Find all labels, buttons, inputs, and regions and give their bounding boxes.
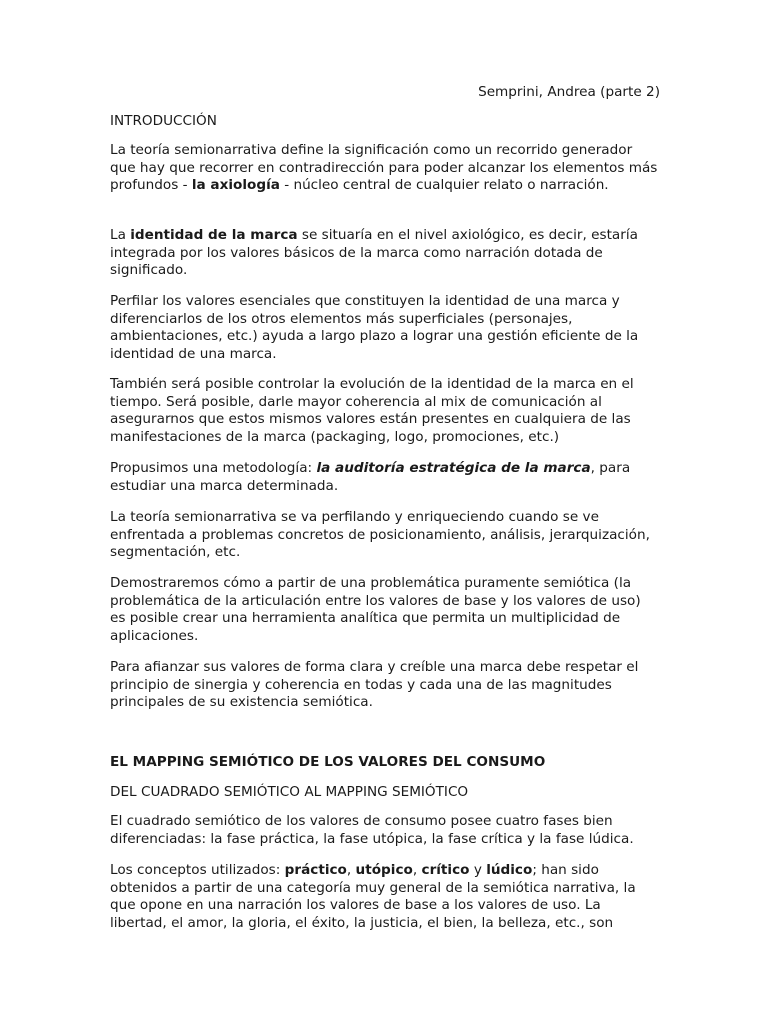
intro-paragraph-3: Perfilar los valores esenciales que constituyen la identidad de una marca y diferenciarlos de los otros elementos más superficiales (personajes, ambientaciones, etc.) ayuda a largo plazo a lograr una gestión eficiente de la identidad de una marca. bbox=[110, 293, 639, 362]
section2-paragraph-2: Los conceptos utilizados: práctico, utópico, crítico y lúdico; han sido obtenidos a partir de una categoría muy general de la semiótica narrativa, la que opone en una narración los valores de base a los valores de uso. La libertad, el amor, la gloria, el éxito, la justicia, el bien, la belleza, etc., son bbox=[110, 862, 636, 931]
axiologia-emphasis: la axiología bbox=[191, 177, 280, 194]
intro-paragraph-1: La teoría semionarrativa define la significación como un recorrido generador que hay que recorrer en contradirección para poder alcanzar los elementos más profundos - la axiología - núcleo central de cualquier relato o narración. bbox=[110, 142, 658, 194]
ludico-emphasis: lúdico bbox=[486, 862, 533, 878]
intro-heading: INTRODUCCIÓN bbox=[110, 113, 217, 129]
intro-paragraph-8: Para afianzar sus valores de forma clara y creíble una marca debe respetar el principio de sinergia y coherencia en todas y cada una de las magnitudes principales de su existencia semiótica. bbox=[110, 659, 639, 711]
section2-heading: EL MAPPING SEMIÓTICO DE LOS VALORES DEL CONSUMO bbox=[110, 754, 546, 770]
utopico-emphasis: utópico bbox=[355, 862, 413, 878]
auditoria-emphasis: la auditoría estratégica de la marca bbox=[316, 460, 591, 476]
intro-paragraph-4: También será posible controlar la evolución de la identidad de la marca en el tiempo. Será posible, darle mayor coherencia al mix de comunicación al asegurarnos que estos mismos valores están presentes en cualquiera de las manifestaciones de la marca (packaging, logo, promociones, etc.) bbox=[110, 376, 634, 445]
practico-emphasis: práctico bbox=[284, 862, 347, 878]
intro-paragraph-6: La teoría semionarrativa se va perfilando y enriqueciendo cuando se ve enfrentada a problemas concretos de posicionamiento, análisis, jerarquización, segmentación, etc. bbox=[110, 509, 650, 561]
critico-emphasis: crítico bbox=[421, 862, 470, 878]
intro-paragraph-2: La identidad de la marca se situaría en el nivel axiológico, es decir, estaría integrada por los valores básicos de la marca como narración dotada de significado. bbox=[110, 227, 638, 279]
section2-paragraph-1: El cuadrado semiótico de los valores de consumo posee cuatro fases bien diferenciadas: la fase práctica, la fase utópica, la fase crítica y la fase lúdica. bbox=[110, 813, 634, 847]
identidad-marca-emphasis: identidad de la marca bbox=[130, 227, 298, 243]
section2-subheading: DEL CUADRADO SEMIÓTICO AL MAPPING SEMIÓTICO bbox=[110, 784, 469, 800]
author-header: Semprini, Andrea (parte 2) bbox=[478, 84, 660, 100]
intro-paragraph-5: Propusimos una metodología: la auditoría estratégica de la marca, para estudiar una marca determinada. bbox=[110, 460, 631, 494]
intro-paragraph-7: Demostraremos cómo a partir de una problemática puramente semiótica (la problemática de la articulación entre los valores de base y los valores de uso) es posible crear una herramienta analítica que permita un multiplicidad de aplicaciones. bbox=[110, 575, 641, 644]
